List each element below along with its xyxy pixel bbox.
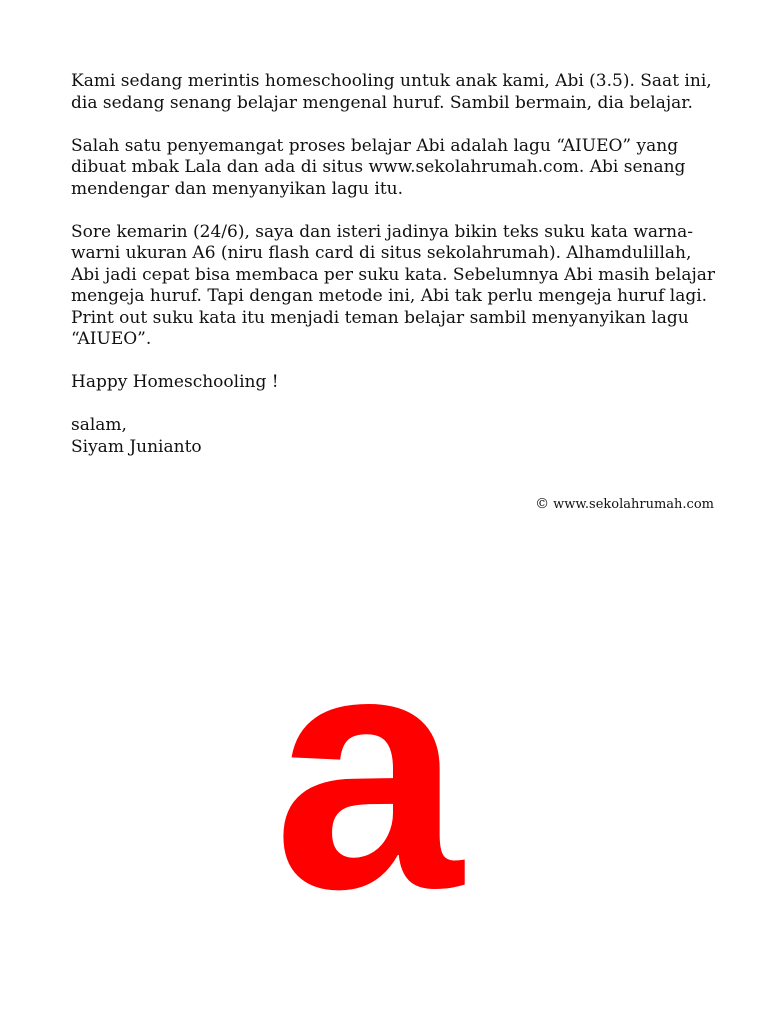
paragraph-song: Salah satu penyemangat proses belajar Abi adalah lagu “AIUEO” yang dibuat mbak Lala dan ada di situs www.sekolahrumah.com. Abi senang mendengar dan menyanyikan lagu itu.: [71, 135, 686, 199]
paragraph-flashcards: Sore kemarin (24/6), saya dan isteri jadinya bikin teks suku kata warna-warni ukuran A6 (niru flash card di situs sekolahrumah). Alhamdulillah, Abi jadi cepat bisa membaca per suku kata. Sebelumnya Abi masih belajar mengeja huruf. Tapi dengan metode ini, Abi tak perlu mengeja huruf lagi. Print out suku kata itu menjadi teman belajar sambil menyanyikan lagu “AIUEO”.: [71, 221, 715, 349]
greeting: salam,: [71, 415, 127, 435]
copyright-text: www.sekolahrumah.com: [553, 497, 714, 512]
copyright-notice: [535, 496, 714, 513]
copyright-icon: ©: [535, 496, 550, 512]
flash-card-letter: a: [273, 580, 463, 960]
signoff: [71, 415, 721, 458]
signature: Siyam Junianto: [71, 436, 202, 457]
letter-body: [71, 71, 721, 458]
paragraph-closing: Happy Homeschooling !: [71, 372, 279, 392]
paragraph-intro: Kami sedang merintis homeschooling untuk anak kami, Abi (3.5). Saat ini, dia sedang senang belajar mengenal huruf. Sambil bermain, dia belajar.: [71, 71, 712, 113]
